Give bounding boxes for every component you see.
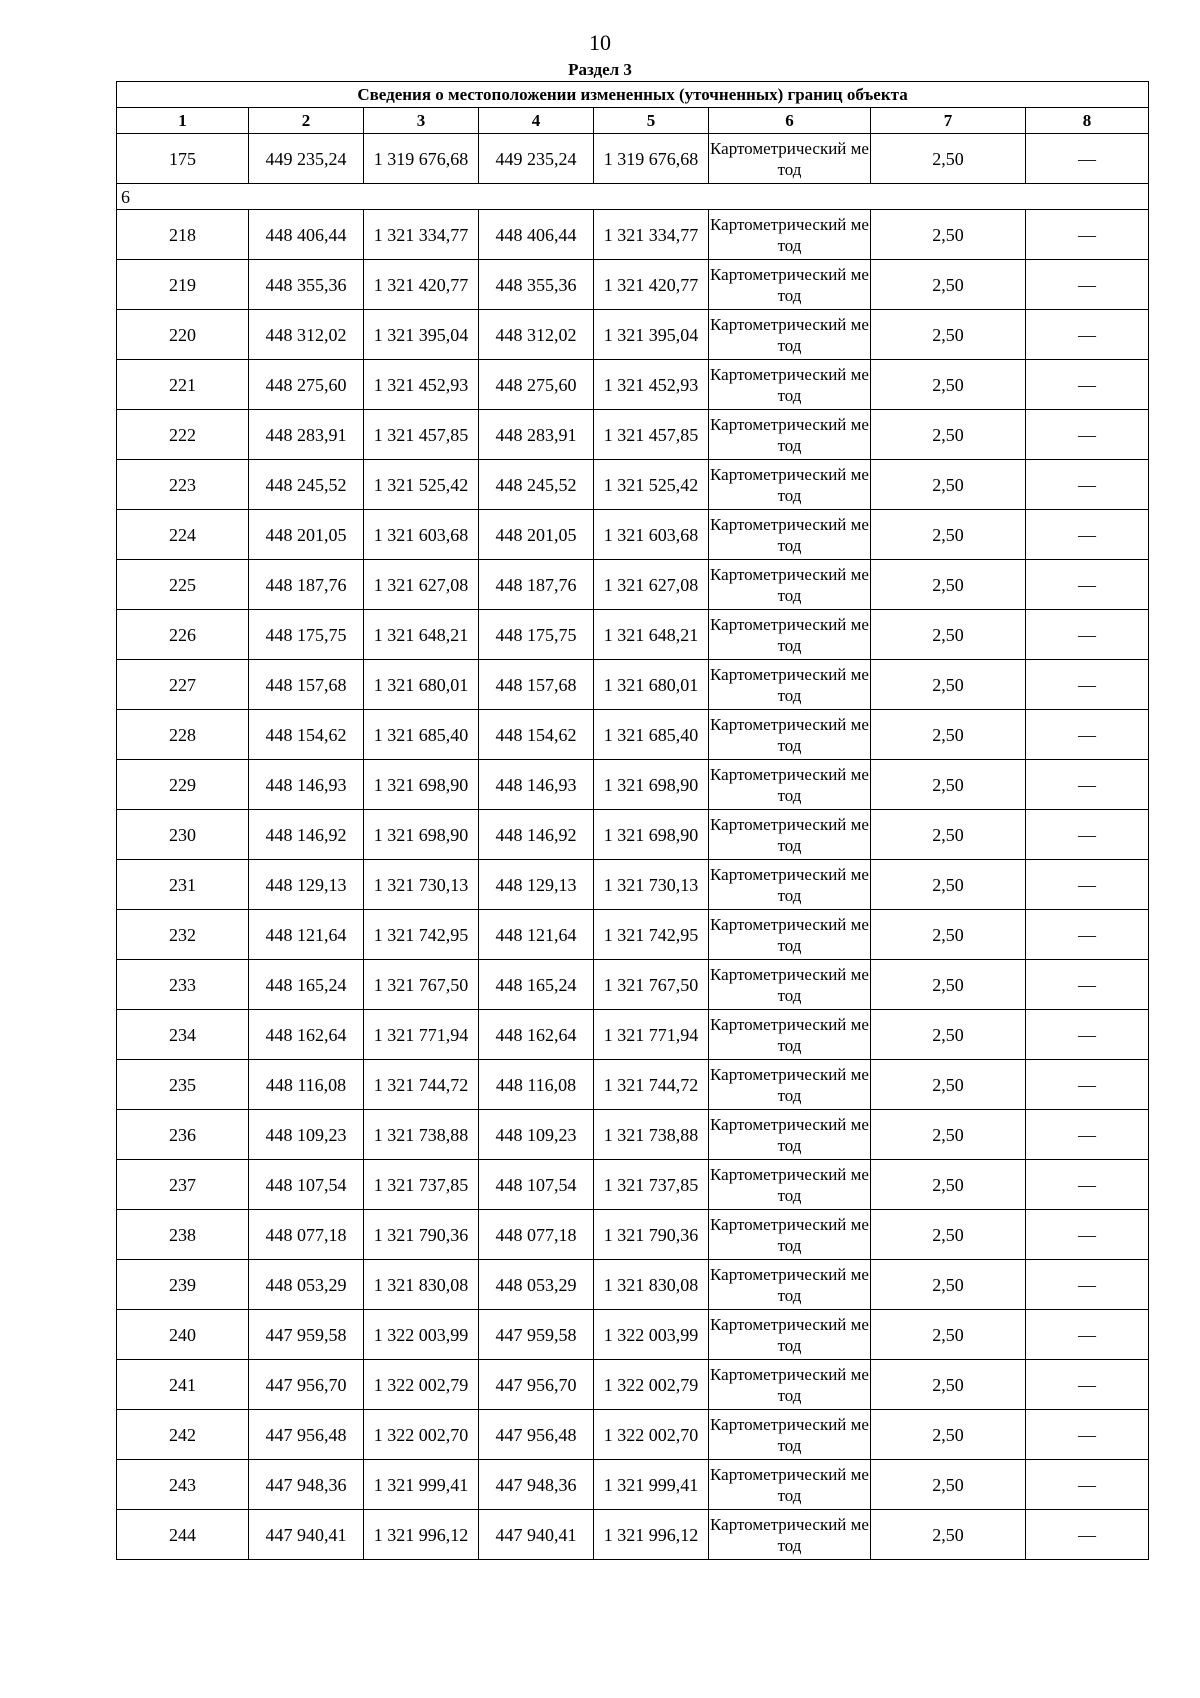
column-number: 7: [871, 108, 1026, 134]
description-cell: —: [1026, 710, 1149, 760]
y-existing-cell: 1 322 003,99: [364, 1310, 479, 1360]
y-new-cell: 1 321 685,40: [594, 710, 709, 760]
x-new-cell: 447 956,70: [479, 1360, 594, 1410]
x-existing-cell: 448 107,54: [249, 1160, 364, 1210]
method-cell: Картометрический метод: [709, 410, 871, 460]
point-number-cell: 239: [117, 1260, 249, 1310]
point-number-cell: 225: [117, 560, 249, 610]
y-existing-cell: 1 321 395,04: [364, 310, 479, 360]
table-row: [117, 1460, 1149, 1510]
description-cell: —: [1026, 1160, 1149, 1210]
y-existing-cell: 1 321 771,94: [364, 1010, 479, 1060]
accuracy-cell: 2,50: [871, 1010, 1026, 1060]
x-new-cell: 448 283,91: [479, 410, 594, 460]
x-existing-cell: 448 077,18: [249, 1210, 364, 1260]
x-existing-cell: 448 154,62: [249, 710, 364, 760]
table-row: [117, 210, 1149, 260]
accuracy-cell: 2,50: [871, 360, 1026, 410]
table-row: [117, 1410, 1149, 1460]
accuracy-cell: 2,50: [871, 1310, 1026, 1360]
description-cell: —: [1026, 660, 1149, 710]
description-cell: —: [1026, 1260, 1149, 1310]
method-cell: Картометрический метод: [709, 760, 871, 810]
x-existing-cell: 448 146,93: [249, 760, 364, 810]
y-new-cell: 1 321 790,36: [594, 1210, 709, 1260]
accuracy-cell: 2,50: [871, 660, 1026, 710]
description-cell: —: [1026, 360, 1149, 410]
description-cell: —: [1026, 1110, 1149, 1160]
method-cell: Картометрический метод: [709, 610, 871, 660]
point-number-cell: 238: [117, 1210, 249, 1260]
x-existing-cell: 448 162,64: [249, 1010, 364, 1060]
x-existing-cell: 448 116,08: [249, 1060, 364, 1110]
y-new-cell: 1 322 002,79: [594, 1360, 709, 1410]
point-number-cell: 230: [117, 810, 249, 860]
accuracy-cell: 2,50: [871, 1260, 1026, 1310]
x-new-cell: 448 157,68: [479, 660, 594, 710]
accuracy-cell: 2,50: [871, 1160, 1026, 1210]
table-title: Сведения о местоположении измененных (уточненных) границ объекта: [117, 82, 1149, 108]
y-new-cell: 1 322 002,70: [594, 1410, 709, 1460]
table-row: [117, 1160, 1149, 1210]
x-existing-cell: 448 053,29: [249, 1260, 364, 1310]
description-cell: —: [1026, 410, 1149, 460]
x-new-cell: 447 959,58: [479, 1310, 594, 1360]
x-existing-cell: 448 157,68: [249, 660, 364, 710]
y-new-cell: 1 321 525,42: [594, 460, 709, 510]
method-cell: Картометрический метод: [709, 210, 871, 260]
y-existing-cell: 1 321 830,08: [364, 1260, 479, 1310]
y-existing-cell: 1 321 603,68: [364, 510, 479, 560]
y-new-cell: 1 321 767,50: [594, 960, 709, 1010]
accuracy-cell: 2,50: [871, 760, 1026, 810]
method-cell: Картометрический метод: [709, 710, 871, 760]
x-existing-cell: 448 275,60: [249, 360, 364, 410]
table-row: [117, 610, 1149, 660]
x-existing-cell: 448 146,92: [249, 810, 364, 860]
method-cell: Картометрический метод: [709, 1210, 871, 1260]
table-row: [117, 710, 1149, 760]
method-cell: Картометрический метод: [709, 260, 871, 310]
x-new-cell: 448 245,52: [479, 460, 594, 510]
x-new-cell: 447 948,36: [479, 1460, 594, 1510]
y-existing-cell: 1 321 996,12: [364, 1510, 479, 1560]
table-row: [117, 510, 1149, 560]
description-cell: —: [1026, 960, 1149, 1010]
x-new-cell: 448 146,92: [479, 810, 594, 860]
description-cell: —: [1026, 1460, 1149, 1510]
point-number-cell: 244: [117, 1510, 249, 1560]
table-row: [117, 760, 1149, 810]
column-number: 8: [1026, 108, 1149, 134]
x-existing-cell: 448 109,23: [249, 1110, 364, 1160]
accuracy-cell: 2,50: [871, 810, 1026, 860]
method-cell: Картометрический метод: [709, 1010, 871, 1060]
point-number-cell: 234: [117, 1010, 249, 1060]
accuracy-cell: 2,50: [871, 310, 1026, 360]
x-existing-cell: 448 175,75: [249, 610, 364, 660]
table-row: [117, 910, 1149, 960]
point-number-cell: 175: [117, 134, 249, 184]
x-existing-cell: 448 355,36: [249, 260, 364, 310]
method-cell: Картометрический метод: [709, 1160, 871, 1210]
point-number-cell: 243: [117, 1460, 249, 1510]
x-new-cell: 448 165,24: [479, 960, 594, 1010]
y-new-cell: 1 321 603,68: [594, 510, 709, 560]
y-existing-cell: 1 321 744,72: [364, 1060, 479, 1110]
point-number-cell: 223: [117, 460, 249, 510]
y-existing-cell: 1 321 680,01: [364, 660, 479, 710]
method-cell: Картометрический метод: [709, 1510, 871, 1560]
y-existing-cell: 1 321 738,88: [364, 1110, 479, 1160]
x-new-cell: 448 109,23: [479, 1110, 594, 1160]
table-row: [117, 410, 1149, 460]
column-number: 3: [364, 108, 479, 134]
x-new-cell: 448 162,64: [479, 1010, 594, 1060]
description-cell: —: [1026, 910, 1149, 960]
description-cell: —: [1026, 1010, 1149, 1060]
point-number-cell: 222: [117, 410, 249, 460]
table-row: [117, 1110, 1149, 1160]
method-cell: Картометрический метод: [709, 1060, 871, 1110]
x-existing-cell: 448 283,91: [249, 410, 364, 460]
y-new-cell: 1 321 420,77: [594, 260, 709, 310]
point-number-cell: 220: [117, 310, 249, 360]
y-existing-cell: 1 321 420,77: [364, 260, 479, 310]
x-existing-cell: 448 129,13: [249, 860, 364, 910]
method-cell: Картометрический метод: [709, 560, 871, 610]
point-number-cell: 236: [117, 1110, 249, 1160]
y-new-cell: 1 321 738,88: [594, 1110, 709, 1160]
table-separator-row: [117, 184, 1149, 210]
method-cell: Картометрический метод: [709, 1110, 871, 1160]
x-new-cell: 448 175,75: [479, 610, 594, 660]
x-existing-cell: 448 312,02: [249, 310, 364, 360]
accuracy-cell: 2,50: [871, 1110, 1026, 1160]
accuracy-cell: 2,50: [871, 860, 1026, 910]
accuracy-cell: 2,50: [871, 260, 1026, 310]
method-cell: Картометрический метод: [709, 1460, 871, 1510]
y-new-cell: 1 321 742,95: [594, 910, 709, 960]
point-number-cell: 229: [117, 760, 249, 810]
x-new-cell: 448 146,93: [479, 760, 594, 810]
x-existing-cell: 448 165,24: [249, 960, 364, 1010]
y-new-cell: 1 321 698,90: [594, 760, 709, 810]
point-number-cell: 233: [117, 960, 249, 1010]
x-existing-cell: 448 187,76: [249, 560, 364, 610]
x-new-cell: 448 187,76: [479, 560, 594, 610]
accuracy-cell: 2,50: [871, 710, 1026, 760]
table-row: [117, 1510, 1149, 1560]
x-new-cell: 448 355,36: [479, 260, 594, 310]
accuracy-cell: 2,50: [871, 1210, 1026, 1260]
method-cell: Картометрический метод: [709, 134, 871, 184]
y-existing-cell: 1 321 999,41: [364, 1460, 479, 1510]
y-new-cell: 1 321 680,01: [594, 660, 709, 710]
y-existing-cell: 1 321 525,42: [364, 460, 479, 510]
point-number-cell: 224: [117, 510, 249, 560]
description-cell: —: [1026, 1360, 1149, 1410]
method-cell: Картометрический метод: [709, 1310, 871, 1360]
x-new-cell: 448 201,05: [479, 510, 594, 560]
x-new-cell: 449 235,24: [479, 134, 594, 184]
x-new-cell: 448 121,64: [479, 910, 594, 960]
accuracy-cell: 2,50: [871, 560, 1026, 610]
table-row: [117, 960, 1149, 1010]
column-number: 2: [249, 108, 364, 134]
y-existing-cell: 1 321 790,36: [364, 1210, 479, 1260]
x-existing-cell: 448 121,64: [249, 910, 364, 960]
point-number-cell: 218: [117, 210, 249, 260]
table-row: [117, 1310, 1149, 1360]
point-number-cell: 241: [117, 1360, 249, 1410]
method-cell: Картометрический метод: [709, 310, 871, 360]
method-cell: Картометрический метод: [709, 910, 871, 960]
x-new-cell: 448 129,13: [479, 860, 594, 910]
y-existing-cell: 1 321 627,08: [364, 560, 479, 610]
x-new-cell: 448 077,18: [479, 1210, 594, 1260]
description-cell: —: [1026, 1310, 1149, 1360]
point-number-cell: 221: [117, 360, 249, 410]
point-number-cell: 240: [117, 1310, 249, 1360]
point-number-cell: 226: [117, 610, 249, 660]
y-existing-cell: 1 321 730,13: [364, 860, 479, 910]
table-row: [117, 460, 1149, 510]
method-cell: Картометрический метод: [709, 960, 871, 1010]
column-number: 1: [117, 108, 249, 134]
point-number-cell: 235: [117, 1060, 249, 1110]
y-new-cell: 1 321 457,85: [594, 410, 709, 460]
y-new-cell: 1 321 730,13: [594, 860, 709, 910]
x-existing-cell: 447 959,58: [249, 1310, 364, 1360]
column-number: 6: [709, 108, 871, 134]
description-cell: —: [1026, 610, 1149, 660]
y-existing-cell: 1 319 676,68: [364, 134, 479, 184]
table-row: [117, 560, 1149, 610]
x-new-cell: 447 956,48: [479, 1410, 594, 1460]
accuracy-cell: 2,50: [871, 510, 1026, 560]
table-row: [117, 1060, 1149, 1110]
x-new-cell: 448 107,54: [479, 1160, 594, 1210]
description-cell: —: [1026, 1210, 1149, 1260]
method-cell: Картометрический метод: [709, 660, 871, 710]
y-new-cell: 1 321 996,12: [594, 1510, 709, 1560]
y-new-cell: 1 321 744,72: [594, 1060, 709, 1110]
y-new-cell: 1 321 627,08: [594, 560, 709, 610]
accuracy-cell: 2,50: [871, 960, 1026, 1010]
y-new-cell: 1 321 334,77: [594, 210, 709, 260]
table-row: [117, 1010, 1149, 1060]
y-existing-cell: 1 321 457,85: [364, 410, 479, 460]
method-cell: Картометрический метод: [709, 1360, 871, 1410]
description-cell: —: [1026, 1510, 1149, 1560]
y-new-cell: 1 321 999,41: [594, 1460, 709, 1510]
x-new-cell: 448 312,02: [479, 310, 594, 360]
accuracy-cell: 2,50: [871, 134, 1026, 184]
point-number-cell: 237: [117, 1160, 249, 1210]
y-existing-cell: 1 321 767,50: [364, 960, 479, 1010]
point-number-cell: 227: [117, 660, 249, 710]
accuracy-cell: 2,50: [871, 1510, 1026, 1560]
y-new-cell: 1 321 698,90: [594, 810, 709, 860]
column-number: 5: [594, 108, 709, 134]
accuracy-cell: 2,50: [871, 1360, 1026, 1410]
x-existing-cell: 449 235,24: [249, 134, 364, 184]
y-new-cell: 1 321 771,94: [594, 1010, 709, 1060]
point-number-cell: 219: [117, 260, 249, 310]
accuracy-cell: 2,50: [871, 1060, 1026, 1110]
x-existing-cell: 447 956,70: [249, 1360, 364, 1410]
description-cell: —: [1026, 1060, 1149, 1110]
x-existing-cell: 447 948,36: [249, 1460, 364, 1510]
y-new-cell: 1 319 676,68: [594, 134, 709, 184]
y-new-cell: 1 321 737,85: [594, 1160, 709, 1210]
description-cell: —: [1026, 310, 1149, 360]
y-existing-cell: 1 321 698,90: [364, 810, 479, 860]
method-cell: Картометрический метод: [709, 810, 871, 860]
accuracy-cell: 2,50: [871, 460, 1026, 510]
description-cell: —: [1026, 560, 1149, 610]
accuracy-cell: 2,50: [871, 610, 1026, 660]
description-cell: —: [1026, 860, 1149, 910]
x-new-cell: 448 116,08: [479, 1060, 594, 1110]
section-heading: Раздел 3: [568, 60, 632, 79]
boundary-points-table: [116, 81, 1149, 1560]
accuracy-cell: 2,50: [871, 210, 1026, 260]
x-new-cell: 448 275,60: [479, 360, 594, 410]
x-new-cell: 448 406,44: [479, 210, 594, 260]
description-cell: —: [1026, 210, 1149, 260]
accuracy-cell: 2,50: [871, 910, 1026, 960]
x-existing-cell: 447 940,41: [249, 1510, 364, 1560]
method-cell: Картометрический метод: [709, 860, 871, 910]
table-row: [117, 360, 1149, 410]
y-existing-cell: 1 321 698,90: [364, 760, 479, 810]
table-title-row: [117, 82, 1149, 108]
y-existing-cell: 1 321 685,40: [364, 710, 479, 760]
y-existing-cell: 1 321 648,21: [364, 610, 479, 660]
y-existing-cell: 1 321 742,95: [364, 910, 479, 960]
point-number-cell: 242: [117, 1410, 249, 1460]
y-existing-cell: 1 322 002,70: [364, 1410, 479, 1460]
method-cell: Картометрический метод: [709, 360, 871, 410]
description-cell: —: [1026, 134, 1149, 184]
y-existing-cell: 1 322 002,79: [364, 1360, 479, 1410]
y-new-cell: 1 322 003,99: [594, 1310, 709, 1360]
y-new-cell: 1 321 830,08: [594, 1260, 709, 1310]
x-existing-cell: 448 201,05: [249, 510, 364, 560]
x-existing-cell: 448 245,52: [249, 460, 364, 510]
page-number: 10: [589, 30, 611, 55]
column-number-row: [117, 108, 1149, 134]
y-existing-cell: 1 321 452,93: [364, 360, 479, 410]
table-row: [117, 1260, 1149, 1310]
column-number: 4: [479, 108, 594, 134]
description-cell: —: [1026, 810, 1149, 860]
x-new-cell: 447 940,41: [479, 1510, 594, 1560]
y-new-cell: 1 321 395,04: [594, 310, 709, 360]
table-row: [117, 260, 1149, 310]
x-existing-cell: 448 406,44: [249, 210, 364, 260]
table-row: [117, 860, 1149, 910]
description-cell: —: [1026, 260, 1149, 310]
description-cell: —: [1026, 460, 1149, 510]
accuracy-cell: 2,50: [871, 1410, 1026, 1460]
description-cell: —: [1026, 760, 1149, 810]
x-new-cell: 448 053,29: [479, 1260, 594, 1310]
description-cell: —: [1026, 1410, 1149, 1460]
y-existing-cell: 1 321 737,85: [364, 1160, 479, 1210]
x-existing-cell: 447 956,48: [249, 1410, 364, 1460]
method-cell: Картометрический метод: [709, 1260, 871, 1310]
y-new-cell: 1 321 648,21: [594, 610, 709, 660]
table-row: [117, 810, 1149, 860]
separator-label: 6: [117, 184, 1149, 210]
y-existing-cell: 1 321 334,77: [364, 210, 479, 260]
point-number-cell: 232: [117, 910, 249, 960]
method-cell: Картометрический метод: [709, 1410, 871, 1460]
accuracy-cell: 2,50: [871, 410, 1026, 460]
table-row: [117, 310, 1149, 360]
x-new-cell: 448 154,62: [479, 710, 594, 760]
table-row: [117, 1360, 1149, 1410]
point-number-cell: 228: [117, 710, 249, 760]
table-row: [117, 1210, 1149, 1260]
method-cell: Картометрический метод: [709, 460, 871, 510]
table-row: [117, 660, 1149, 710]
table-row: [117, 134, 1149, 184]
description-cell: —: [1026, 510, 1149, 560]
accuracy-cell: 2,50: [871, 1460, 1026, 1510]
point-number-cell: 231: [117, 860, 249, 910]
y-new-cell: 1 321 452,93: [594, 360, 709, 410]
method-cell: Картометрический метод: [709, 510, 871, 560]
